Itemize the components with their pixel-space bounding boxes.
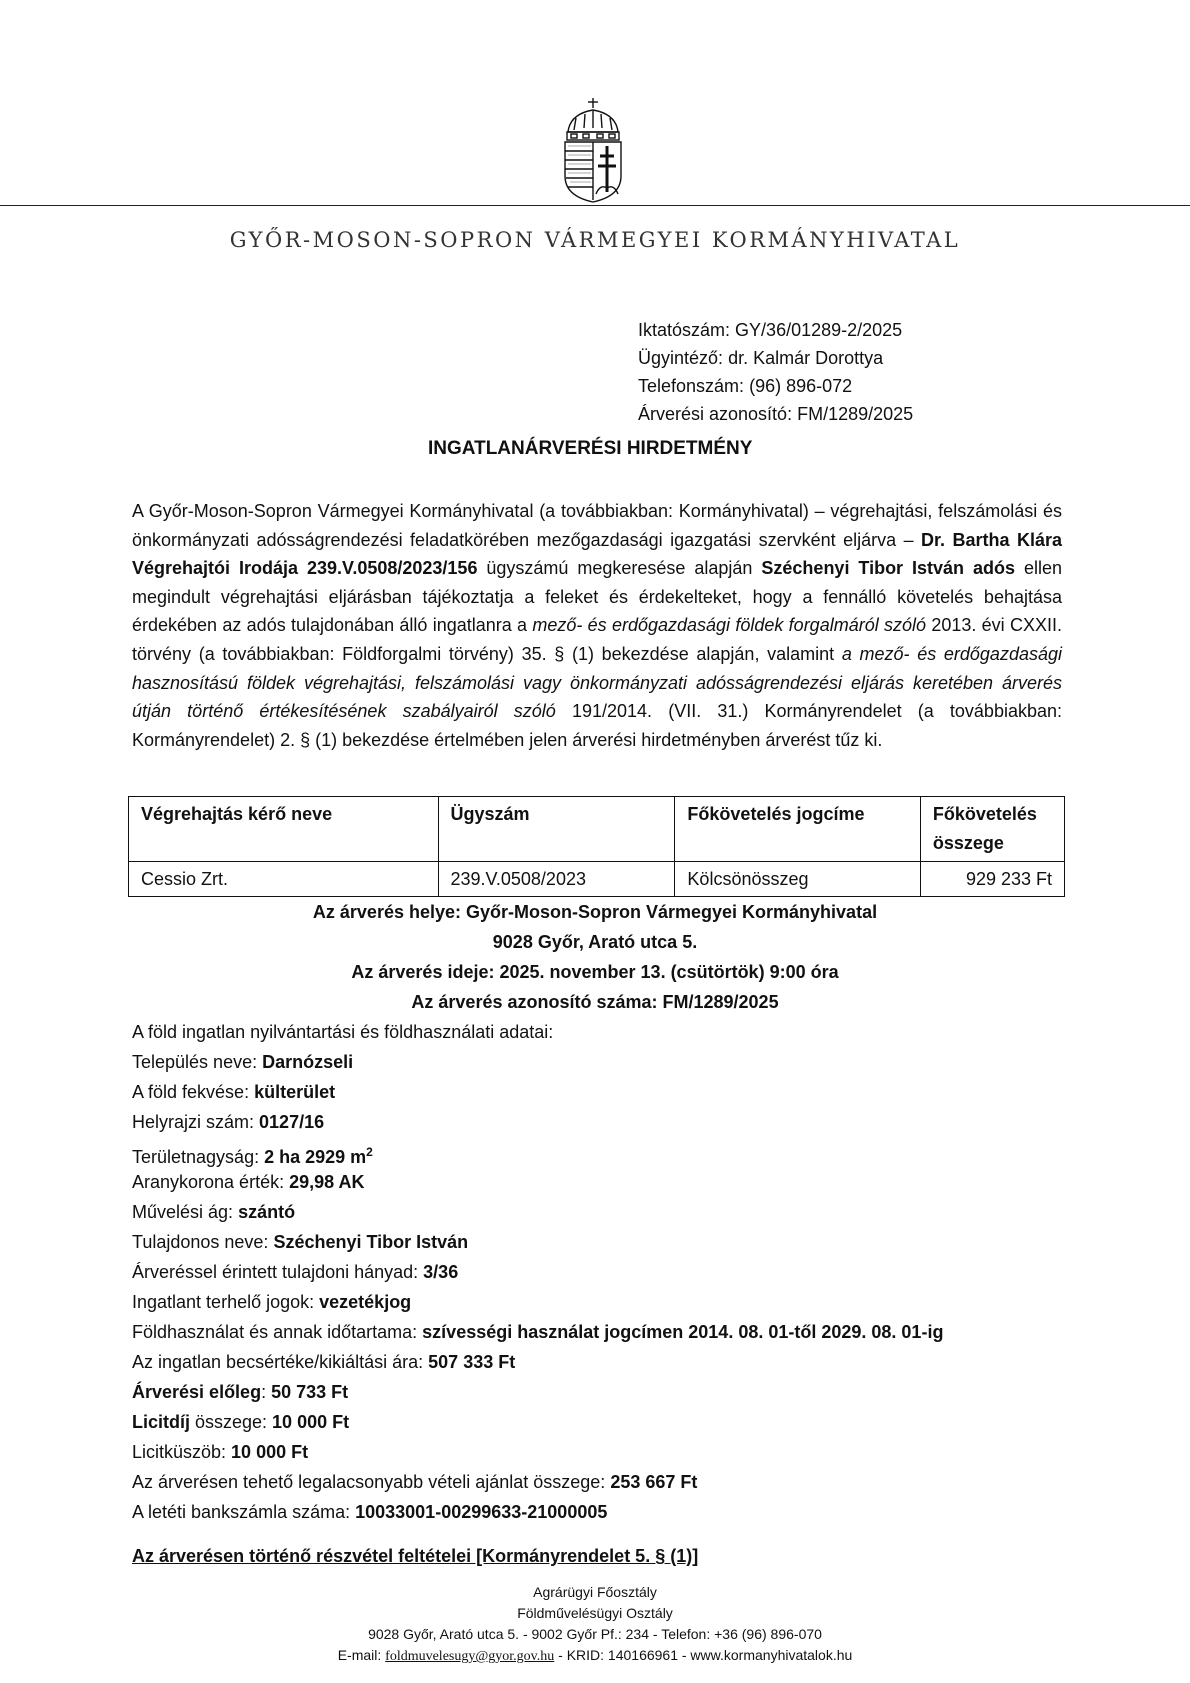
fact-label: Az ingatlan becsértéke/kikiáltási ára:	[132, 1352, 429, 1372]
fact-label: Földhasználat és annak időtartama:	[132, 1322, 423, 1342]
auction-id: Az árverés azonosító száma: FM/1289/2025	[411, 992, 779, 1012]
table-row	[129, 862, 1065, 897]
fact-label: Árveréssel érintett tulajdoni hányad:	[132, 1262, 424, 1282]
telefon-label: Telefonszám:	[638, 376, 745, 396]
footer-email-label: E-mail:	[337, 1647, 386, 1663]
fact-value: 10 000 Ft	[272, 1412, 350, 1432]
table-cell: 929 233 Ft	[920, 862, 1064, 897]
auction-place: Az árverés helye: Győr-Moson-Sopron Vármegyei Kormányhivatal	[312, 902, 878, 922]
table-header: Főkövetelés jogcíme	[675, 797, 920, 862]
fact-value: 10 000 Ft	[231, 1442, 309, 1462]
footer-subdept: Földművelésügyi Osztály	[517, 1605, 673, 1621]
arveresi-line	[638, 400, 913, 428]
document-title: INGATLANÁRVERÉSI HIRDETMÉNY	[428, 438, 753, 459]
coat-of-arms-icon	[560, 96, 626, 204]
telefon-value: (96) 896-072	[749, 376, 853, 396]
fact-label: Árverési előleg	[132, 1382, 262, 1402]
fact-hanyad	[132, 1258, 458, 1286]
ugyintezo-line	[638, 344, 913, 372]
fact-label: Település neve:	[132, 1052, 263, 1072]
fact-becsertek	[132, 1348, 515, 1376]
claims-table	[128, 796, 1065, 897]
fact-value: vezetékjog	[319, 1292, 412, 1312]
fact-label: Licitküszöb:	[132, 1442, 232, 1462]
fact-value: 0127/16	[259, 1112, 325, 1132]
fact-value: 253 667 Ft	[610, 1472, 698, 1492]
fact-label-rest: összege:	[190, 1412, 273, 1432]
fact-value: Széchenyi Tibor István	[273, 1232, 469, 1252]
footer-dept: Agrárügyi Főosztály	[533, 1584, 657, 1600]
intro-text-5: 191/2014. (VII. 31.) Kormányrendelet (a továbbiakban: Kormányrendelet) 2. § (1) bekezdése értelmében jelen árverési hirdetményben árverést tűz ki.	[132, 701, 1062, 750]
fact-label: A föld fekvése:	[132, 1082, 255, 1102]
fact-ajanlat	[132, 1468, 697, 1496]
fact-muvelesi	[132, 1198, 295, 1226]
table-header: Végrehajtás kérő neve	[129, 797, 439, 862]
fact-label: Területnagyság:	[132, 1147, 265, 1167]
fact-label: Tulajdonos neve:	[132, 1232, 274, 1252]
fact-superscript: 2	[366, 1145, 373, 1159]
fact-tulajdonos	[132, 1228, 468, 1256]
iktato-label: Iktatószám:	[638, 320, 731, 340]
table-cell: 239.V.0508/2023	[438, 862, 675, 897]
table-header: Főkövetelés összege	[920, 797, 1064, 862]
header-rule	[0, 205, 1190, 206]
intro-italic-1: mező- és erdőgazdasági földek forgalmáról szóló	[532, 615, 927, 636]
fact-value: 507 333 Ft	[428, 1352, 516, 1372]
footer-krid: - KRID: 140166961 - www.kormanyhivatalok.hu	[554, 1647, 853, 1663]
fact-value: külterület	[254, 1082, 336, 1102]
agency-name: GYŐR-MOSON-SOPRON VÁRMEGYEI KORMÁNYHIVATAL	[229, 228, 961, 252]
intro-bold-1: Dr. Bartha Klára Végrehajtói Irodája 239.V.0508/2023/156	[132, 529, 1062, 579]
fact-label: Helyrajzi szám:	[132, 1112, 260, 1132]
iktato-value: GY/36/01289-2/2025	[735, 320, 903, 340]
fact-value: szántó	[238, 1202, 296, 1222]
table-header-row	[129, 797, 1065, 862]
fact-jogok	[132, 1288, 411, 1316]
fact-separator: :	[261, 1382, 272, 1402]
conditions-heading: Az árverésen történő részvétel feltételei [Kormányrendelet 5. § (1)]	[132, 1546, 699, 1566]
intro-text-3: ellen megindult végrehajtási eljárásban tájékoztatja a feleket és érdekelteket, hogy a fennálló követelés behajtása érdekében az adós tulajdonában álló ingatlanra a	[132, 558, 1062, 636]
fact-foldhasznalat	[132, 1318, 943, 1346]
meta-block	[638, 316, 913, 428]
intro-text-2: ügyszámú megkeresése alapján	[477, 558, 762, 579]
fact-value: 10033001-00299633-21000005	[355, 1502, 608, 1522]
fact-label: Licitdíj	[132, 1412, 190, 1432]
ugyintezo-value: dr. Kalmár Dorottya	[728, 348, 884, 368]
fact-label: Aranykorona érték:	[132, 1172, 290, 1192]
fact-label: Művelési ág:	[132, 1202, 239, 1222]
fact-terulet	[132, 1138, 373, 1171]
fact-eloleg	[132, 1378, 348, 1406]
fact-value: 3/36	[423, 1262, 459, 1282]
auction-address: 9028 Győr, Arató utca 5.	[492, 932, 698, 952]
telefon-line	[638, 372, 913, 400]
fact-bankszamla	[132, 1498, 607, 1526]
ugyintezo-label: Ügyintéző:	[638, 348, 724, 368]
iktato-line	[638, 316, 913, 344]
fact-value: 50 733 Ft	[271, 1382, 349, 1402]
fact-fekves	[132, 1078, 335, 1106]
intro-italic-2: a mező- és erdőgazdasági hasznosítású földek végrehajtási, felszámolási vagy önkormányzati adósságrendezési eljárás keretében árverés útján történő értékesítésének szabályairól szóló	[132, 643, 1062, 722]
auction-time: Az árverés ideje: 2025. november 13. (csütörtök) 9:00 óra	[351, 962, 839, 982]
fact-value: 29,98 AK	[289, 1172, 365, 1192]
footer-address: 9028 Győr, Arató utca 5. - 9002 Győr Pf.: 234 - Telefon: +36 (96) 896-070	[368, 1626, 822, 1642]
footer-contact	[0, 1645, 1190, 1667]
fact-value: Darnózseli	[262, 1052, 354, 1072]
fact-licitdij	[132, 1408, 349, 1436]
footer-email-link[interactable]: foldmuvelesugy@gyor.gov.hu	[385, 1649, 555, 1664]
table-header: Ügyszám	[438, 797, 675, 862]
fact-telepules	[132, 1048, 353, 1076]
fact-aranykorona	[132, 1168, 364, 1196]
fact-hrsz	[132, 1108, 324, 1136]
table-cell: Kölcsönösszeg	[675, 862, 920, 897]
fact-value: 2 ha 2929 m	[264, 1147, 367, 1167]
fact-kuszob	[132, 1438, 308, 1466]
intro-text-4: 2013. évi CXXII. törvény (a továbbiakban: Földforgalmi törvény) 35. § (1) bekezdése alapján, valamint	[132, 615, 1062, 664]
intro-bold-2: Széchenyi Tibor István adós	[761, 558, 1015, 579]
intro-paragraph	[132, 497, 1062, 754]
fact-label: A letéti bankszámla száma:	[132, 1502, 356, 1522]
fact-value: szívességi használat jogcímen 2014. 08. 01-től 2029. 08. 01-ig	[422, 1322, 944, 1342]
fact-label: Ingatlant terhelő jogok:	[132, 1292, 320, 1312]
table-cell: Cessio Zrt.	[129, 862, 439, 897]
arveresi-label: Árverési azonosító:	[638, 404, 793, 424]
arveresi-value: FM/1289/2025	[797, 404, 914, 424]
facts-heading: A föld ingatlan nyilvántartási és földhasználati adatai:	[132, 1022, 554, 1042]
fact-label: Az árverésen tehető legalacsonyabb vételi ajánlat összege:	[132, 1472, 611, 1492]
intro-text-1: A Győr-Moson-Sopron Vármegyei Kormányhivatal (a továbbiakban: Kormányhivatal) – végrehajtási, felszámolási és önkormányzati adósságrendezési feladatkörében mezőgazdasági igazgatási szervként eljárva –	[132, 501, 1062, 550]
